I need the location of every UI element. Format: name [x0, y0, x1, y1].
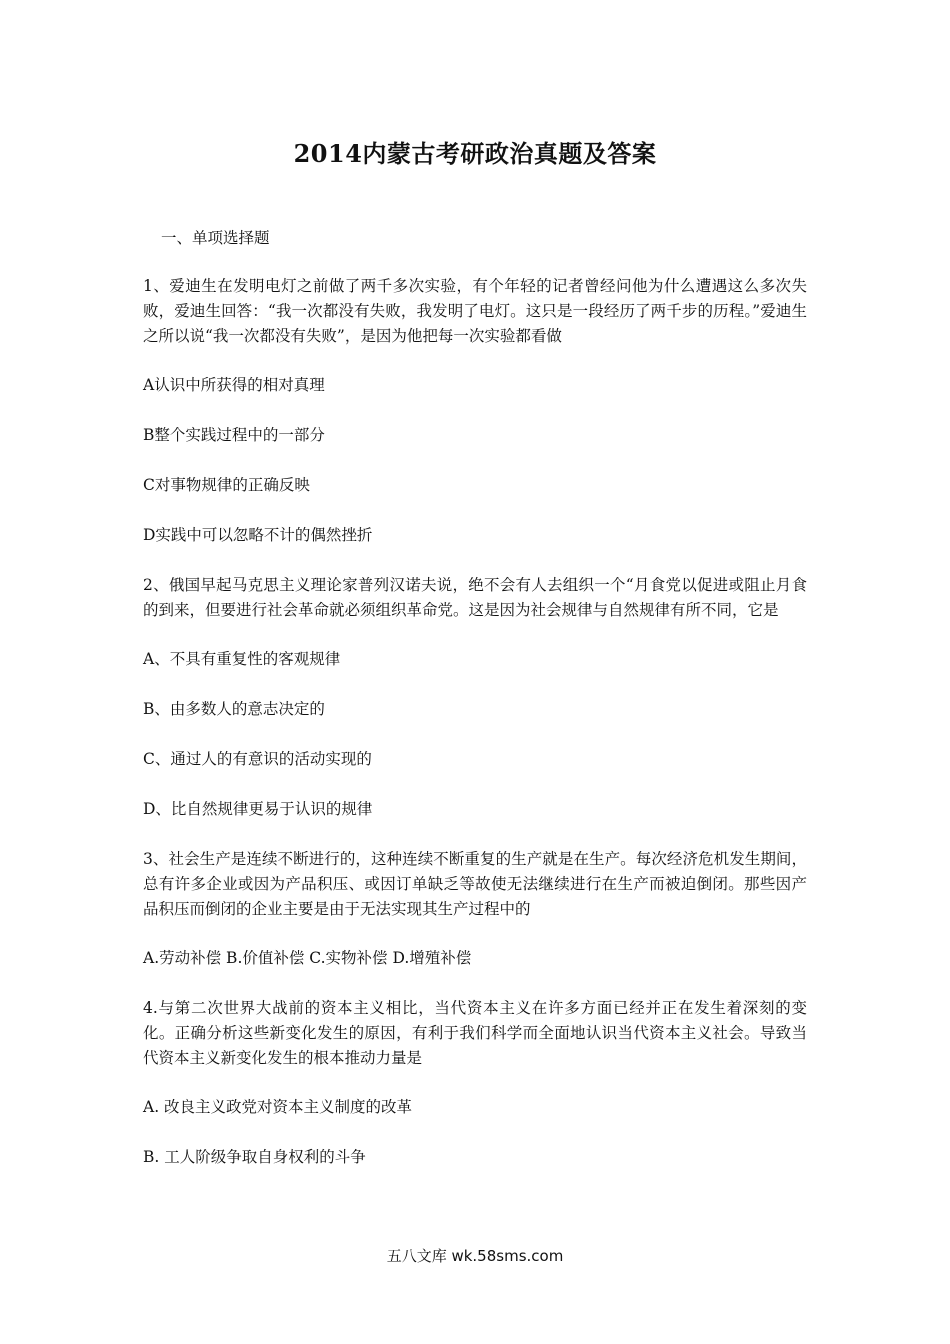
question-1-stem: 1、爱迪生在发明电灯之前做了两千多次实验，有个年轻的记者曾经问他为什么遭遇这么多次失败，爱迪生回答：“我一次都没有失败，我发明了电灯。这只是一段经历了两千步的历程。”爱迪生之所以说“我一次都没有失败”，是因为他把每一次实验都看做	[143, 277, 807, 345]
question-1-option-c: C对事物规律的正确反映	[143, 476, 310, 494]
question-3-options: A.劳动补偿 B.价值补偿 C.实物补偿 D.增殖补偿	[143, 949, 472, 967]
question-4-option-b: B. 工人阶级争取自身权利的斗争	[143, 1148, 366, 1166]
question-1-option-b: B整个实践过程中的一部分	[143, 426, 325, 444]
question-4-option-a: A. 改良主义政党对资本主义制度的改革	[143, 1098, 413, 1116]
question-2-option-a: A、不具有重复性的客观规律	[143, 650, 341, 668]
question-1-option-d: D实践中可以忽略不计的偶然挫折	[143, 526, 373, 544]
page-title: 2014内蒙古考研政治真题及答案	[293, 139, 657, 168]
document-body	[143, 226, 807, 1195]
question-2-stem: 2、俄国早起马克思主义理论家普列汉诺夫说，绝不会有人去组织一个“月食党以促进或阻止月食的到来，但要进行社会革命就必须组织革命党。这是因为社会规律与自然规律有所不同，它是	[143, 576, 807, 619]
question-2-option-d: D、比自然规律更易于认识的规律	[143, 800, 373, 818]
question-2-option-b: B、由多数人的意志决定的	[143, 700, 325, 718]
question-3-stem: 3、社会生产是连续不断进行的，这种连续不断重复的生产就是在生产。每次经济危机发生期间，总有许多企业或因为产品积压、或因订单缺乏等故使无法继续进行在生产而被迫倒闭。那些因产品积压而倒闭的企业主要是由于无法实现其生产过程中的	[143, 850, 807, 918]
section-heading: 一、单项选择题	[161, 229, 270, 247]
question-1-option-a: A认识中所获得的相对真理	[143, 376, 325, 394]
question-2-option-c: C、通过人的有意识的活动实现的	[143, 750, 372, 768]
footer-watermark: 五八文库 wk.58sms.com	[386, 1247, 564, 1265]
question-4-stem: 4.与第二次世界大战前的资本主义相比，当代资本主义在许多方面已经并正在发生着深刻的变化。正确分析这些新变化发生的原因，有利于我们科学而全面地认识当代资本主义社会。导致当代资本主义新变化发生的根本推动力量是	[143, 999, 807, 1067]
